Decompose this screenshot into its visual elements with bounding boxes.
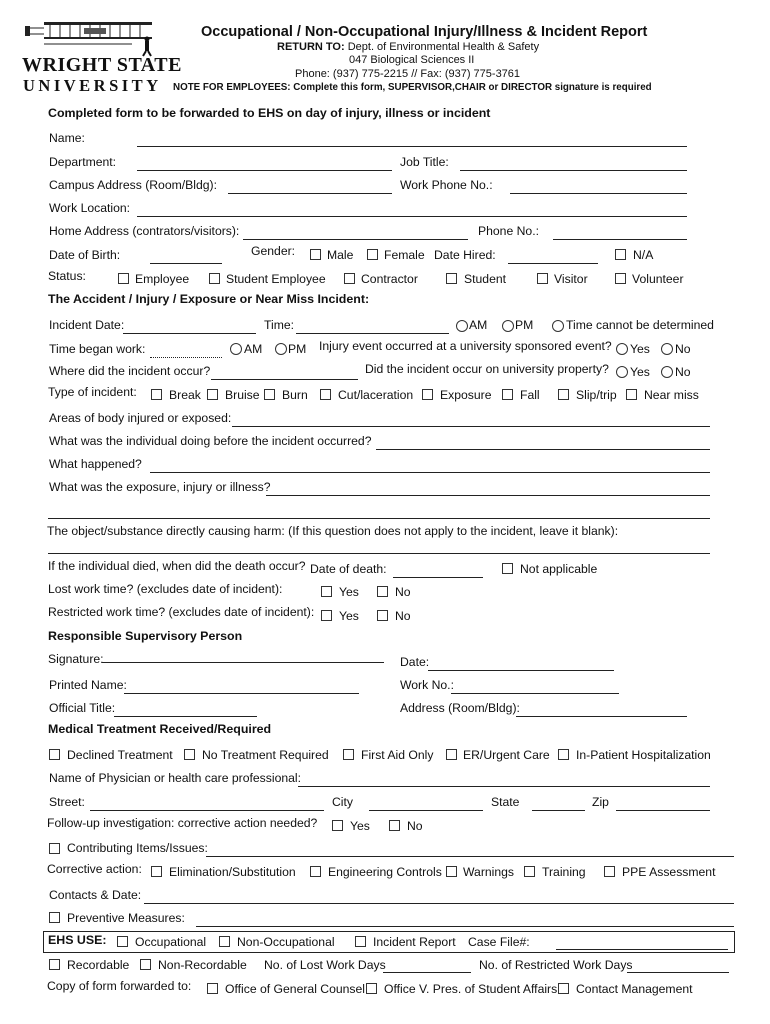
employee-note: NOTE FOR EMPLOYEES: Complete this form, SUPERVISOR,CHAIR or DIRECTOR signature is required [173,82,652,93]
sponsored-yes-label: Yes [630,342,650,356]
copy-student-affairs-label: Office V. Pres. of Student Affairs [384,982,558,996]
lost-days-field[interactable] [383,972,471,973]
sup-date-label: Date: [400,655,430,669]
department-label: Department: [49,155,117,169]
doing-before-label: What was the individual doing before the incident occurred? [49,434,372,448]
contacts-field[interactable] [144,903,734,904]
exposure-label: What was the exposure, injury or illness? [49,480,271,494]
type-near-miss-label: Near miss [644,388,699,402]
date-hired-label: Date Hired: [434,248,496,262]
restricted-no-label: No [395,609,411,623]
type-break-checkbox[interactable] [151,389,162,400]
street-label: Street: [49,795,85,809]
died-label: If the individual died, when did the death occur? [48,559,306,573]
return-address: 047 Biological Sciences II [349,54,475,66]
copy-contact-management-label: Contact Management [576,982,693,996]
logo-line1: WRIGHT STATE [22,54,182,76]
preventive-label: Preventive Measures: [67,911,185,925]
wright-flyer-logo-icon [22,18,172,58]
type-cut-label: Cut/laceration [338,388,414,402]
preventive-checkbox[interactable] [49,912,60,923]
doing-before-field[interactable] [376,449,710,450]
status-volunteer-label: Volunteer [632,272,684,286]
time-began-label: Time began work: [49,342,146,356]
ehs-non-occupational-label: Non-Occupational [237,935,335,949]
city-field[interactable] [369,810,483,811]
name-field[interactable] [137,146,687,147]
physician-field[interactable] [298,786,710,787]
copy-to-label: Copy of form forwarded to: [47,979,192,993]
name-label: Name: [49,131,85,145]
engineering-checkbox[interactable] [310,866,321,877]
status-student-employee-checkbox[interactable] [209,273,220,284]
preventive-field[interactable] [196,926,734,927]
type-burn-checkbox[interactable] [264,389,275,400]
incident-pm-radio[interactable] [502,320,514,332]
status-employee-label: Employee [135,272,190,286]
declined-treatment-label: Declined Treatment [67,748,173,762]
er-urgent-care-checkbox[interactable] [446,749,457,760]
time-began-field[interactable] [150,357,222,358]
status-employee-checkbox[interactable] [118,273,129,284]
status-label: Status: [48,269,86,283]
date-of-death-label: Date of death: [310,562,387,576]
sponsored-event-label: Injury event occurred at a university sponsored event? [319,339,612,353]
engineering-label: Engineering Controls [328,865,442,879]
inpatient-label: In-Patient Hospitalization [576,748,711,762]
sponsored-no-label: No [675,342,691,356]
copy-general-counsel-checkbox[interactable] [207,983,218,994]
intro-heading: Completed form to be forwarded to EHS on day of injury, illness or incident [48,106,491,120]
time-unknown-label: Time cannot be determined [566,318,714,332]
state-field[interactable] [532,810,585,811]
property-no-label: No [675,365,691,379]
ehs-occupational-checkbox[interactable] [117,936,128,947]
followup-yes-checkbox[interactable] [332,820,343,831]
status-student-employee-label: Student Employee [226,272,326,286]
no-treatment-label: No Treatment Required [202,748,329,762]
copy-student-affairs-checkbox[interactable] [366,983,377,994]
sup-address-label: Address (Room/Bldg): [400,701,520,715]
followup-no-label: No [407,819,423,833]
time-unknown-radio[interactable] [552,320,564,332]
home-address-field[interactable] [243,239,468,240]
lost-time-no-label: No [395,585,411,599]
type-burn-label: Burn [282,388,308,402]
state-label: State [491,795,520,809]
type-exposure-label: Exposure [440,388,492,402]
non-recordable-checkbox[interactable] [140,959,151,970]
ehs-occupational-label: Occupational [135,935,207,949]
type-near-miss-checkbox[interactable] [626,389,637,400]
began-am-label: AM [244,342,263,356]
gender-label: Gender: [251,244,296,258]
exposure-field[interactable] [266,495,710,496]
declined-treatment-checkbox[interactable] [49,749,60,760]
incident-heading: The Accident / Injury / Exposure or Near Miss Incident: [48,292,370,306]
property-yes-label: Yes [630,365,650,379]
object-field[interactable] [48,553,710,554]
recordable-checkbox[interactable] [49,959,60,970]
followup-yes-label: Yes [350,819,370,833]
ppe-checkbox[interactable] [604,866,615,877]
zip-label: Zip [592,795,609,809]
logo-line2: UNIVERSITY [23,76,162,95]
date-of-death-field[interactable] [393,577,483,578]
case-file-field[interactable] [556,949,728,950]
dob-field[interactable] [150,263,222,264]
followup-no-checkbox[interactable] [389,820,400,831]
incident-am-label: AM [469,318,488,332]
type-break-label: Break [169,388,201,402]
form-title: Occupational / Non-Occupational Injury/Illness & Incident Report [201,24,648,40]
sponsored-no-radio[interactable] [661,343,673,355]
restricted-yes-label: Yes [339,609,359,623]
first-aid-checkbox[interactable] [343,749,354,760]
status-visitor-label: Visitor [554,272,588,286]
what-happened-field[interactable] [150,472,710,473]
work-no-field[interactable] [451,693,619,694]
incident-date-label: Incident Date: [49,318,125,332]
what-happened-label: What happened? [49,457,142,471]
na-checkbox[interactable] [615,249,626,260]
type-exposure-checkbox[interactable] [422,389,433,400]
elimination-label: Elimination/Substitution [169,865,296,879]
ppe-label: PPE Assessment [622,865,716,879]
return-line [277,41,539,53]
logo [22,18,182,96]
ehs-incident-report-label: Incident Report [373,935,456,949]
copy-general-counsel-label: Office of General Counsel [225,982,366,996]
type-cut-checkbox[interactable] [320,389,331,400]
official-title-field[interactable] [114,716,257,717]
lost-days-label: No. of Lost Work Days [264,958,386,972]
incident-date-field[interactable] [123,333,256,334]
incident-pm-label: PM [515,318,534,332]
began-am-radio[interactable] [230,343,242,355]
no-treatment-checkbox[interactable] [184,749,195,760]
street-field[interactable] [90,810,324,811]
began-pm-label: PM [288,342,307,356]
campus-address-label: Campus Address (Room/Bldg): [49,178,217,192]
training-checkbox[interactable] [524,866,535,877]
work-location-label: Work Location: [49,201,131,215]
medical-heading: Medical Treatment Received/Required [48,722,272,736]
job-title-field[interactable] [460,170,687,171]
not-applicable-label: Not applicable [520,562,598,576]
status-contractor-label: Contractor [361,272,418,286]
type-fall-checkbox[interactable] [502,389,513,400]
case-file-label: Case File#: [468,935,530,949]
training-label: Training [542,865,586,879]
type-fall-label: Fall [520,388,540,402]
department-field[interactable] [137,170,392,171]
copy-contact-management-checkbox[interactable] [558,983,569,994]
contributing-field[interactable] [206,856,734,857]
sup-address-field[interactable] [516,716,687,717]
non-recordable-label: Non-Recordable [158,958,247,972]
phone-field[interactable] [553,239,687,240]
work-phone-label: Work Phone No.: [400,178,493,192]
supervisor-heading: Responsible Supervisory Person [48,629,243,643]
sup-date-field[interactable] [428,670,614,671]
contributing-checkbox[interactable] [49,843,60,854]
male-label: Male [327,248,354,262]
dob-label: Date of Birth: [49,248,121,262]
status-volunteer-checkbox[interactable] [615,273,626,284]
lost-time-no-checkbox[interactable] [377,586,388,597]
male-checkbox[interactable] [310,249,321,260]
printed-name-label: Printed Name: [49,678,127,692]
type-slip-checkbox[interactable] [558,389,569,400]
signature-field[interactable] [102,662,384,663]
official-title-label: Official Title: [49,701,116,715]
status-visitor-checkbox[interactable] [537,273,548,284]
work-no-label: Work No.: [400,678,454,692]
work-phone-field[interactable] [510,193,687,194]
status-contractor-checkbox[interactable] [344,273,355,284]
body-areas-label: Areas of body injured or exposed: [49,411,232,425]
er-urgent-care-label: ER/Urgent Care [463,748,550,762]
incident-time-label: Time: [264,318,295,332]
property-no-radio[interactable] [661,366,673,378]
ehs-use-label: EHS USE: [48,933,107,947]
status-student-checkbox[interactable] [446,273,457,284]
type-bruise-label: Bruise [225,388,260,402]
restricted-time-label: Restricted work time? (excludes date of incident): [48,605,315,619]
lost-time-yes-label: Yes [339,585,359,599]
return-to: Dept. of Environmental Health & Safety [347,41,540,53]
return-phone: Phone: (937) 775-2215 // Fax: (937) 775-3761 [295,68,521,80]
contacts-label: Contacts & Date: [49,888,142,902]
first-aid-label: First Aid Only [361,748,434,762]
type-slip-label: Slip/trip [576,388,617,402]
where-label: Where did the incident occur? [49,364,211,378]
type-bruise-checkbox[interactable] [207,389,218,400]
incident-am-radio[interactable] [456,320,468,332]
restricted-days-label: No. of Restricted Work Days [479,958,633,972]
phone-label: Phone No.: [478,224,539,238]
body-areas-field[interactable] [232,426,710,427]
restricted-no-checkbox[interactable] [377,610,388,621]
inpatient-checkbox[interactable] [558,749,569,760]
job-title-label: Job Title: [400,155,449,169]
printed-name-field[interactable] [124,693,359,694]
recordable-label: Recordable [67,958,130,972]
physician-label: Name of Physician or health care professional: [49,771,302,785]
corrective-label: Corrective action: [47,862,142,876]
campus-address-field[interactable] [228,193,392,194]
work-location-field[interactable] [137,216,687,217]
status-student-label: Student [464,272,507,286]
where-field[interactable] [211,379,358,380]
contributing-label: Contributing Items/Issues: [67,841,208,855]
date-hired-field[interactable] [508,263,598,264]
signature-label: Signature: [48,652,104,666]
not-applicable-checkbox[interactable] [502,563,513,574]
lost-time-yes-checkbox[interactable] [321,586,332,597]
ehs-incident-report-checkbox[interactable] [355,936,366,947]
ehs-non-occupational-checkbox[interactable] [219,936,230,947]
restricted-yes-checkbox[interactable] [321,610,332,621]
elimination-checkbox[interactable] [151,866,162,877]
incident-time-field[interactable] [296,333,449,334]
property-yes-radio[interactable] [616,366,628,378]
female-label: Female [384,248,425,262]
restricted-days-field[interactable] [627,972,729,973]
return-label: RETURN TO: [277,41,345,53]
home-address-label: Home Address (contrators/visitors): [49,224,240,238]
lost-time-label: Lost work time? (excludes date of incident): [48,582,283,596]
type-label: Type of incident: [48,385,137,399]
zip-field[interactable] [616,810,710,811]
female-checkbox[interactable] [367,249,378,260]
began-pm-radio[interactable] [275,343,287,355]
warnings-checkbox[interactable] [446,866,457,877]
na-label: N/A [633,248,654,262]
followup-label: Follow-up investigation: corrective action needed? [47,816,318,830]
object-label: The object/substance directly causing harm: (If this question does not apply to the incident, leave it blank): [47,524,619,538]
city-label: City [332,795,353,809]
warnings-label: Warnings [463,865,515,879]
property-label: Did the incident occur on university property? [365,362,609,376]
sponsored-yes-radio[interactable] [616,343,628,355]
exposure-field-2[interactable] [48,518,710,519]
